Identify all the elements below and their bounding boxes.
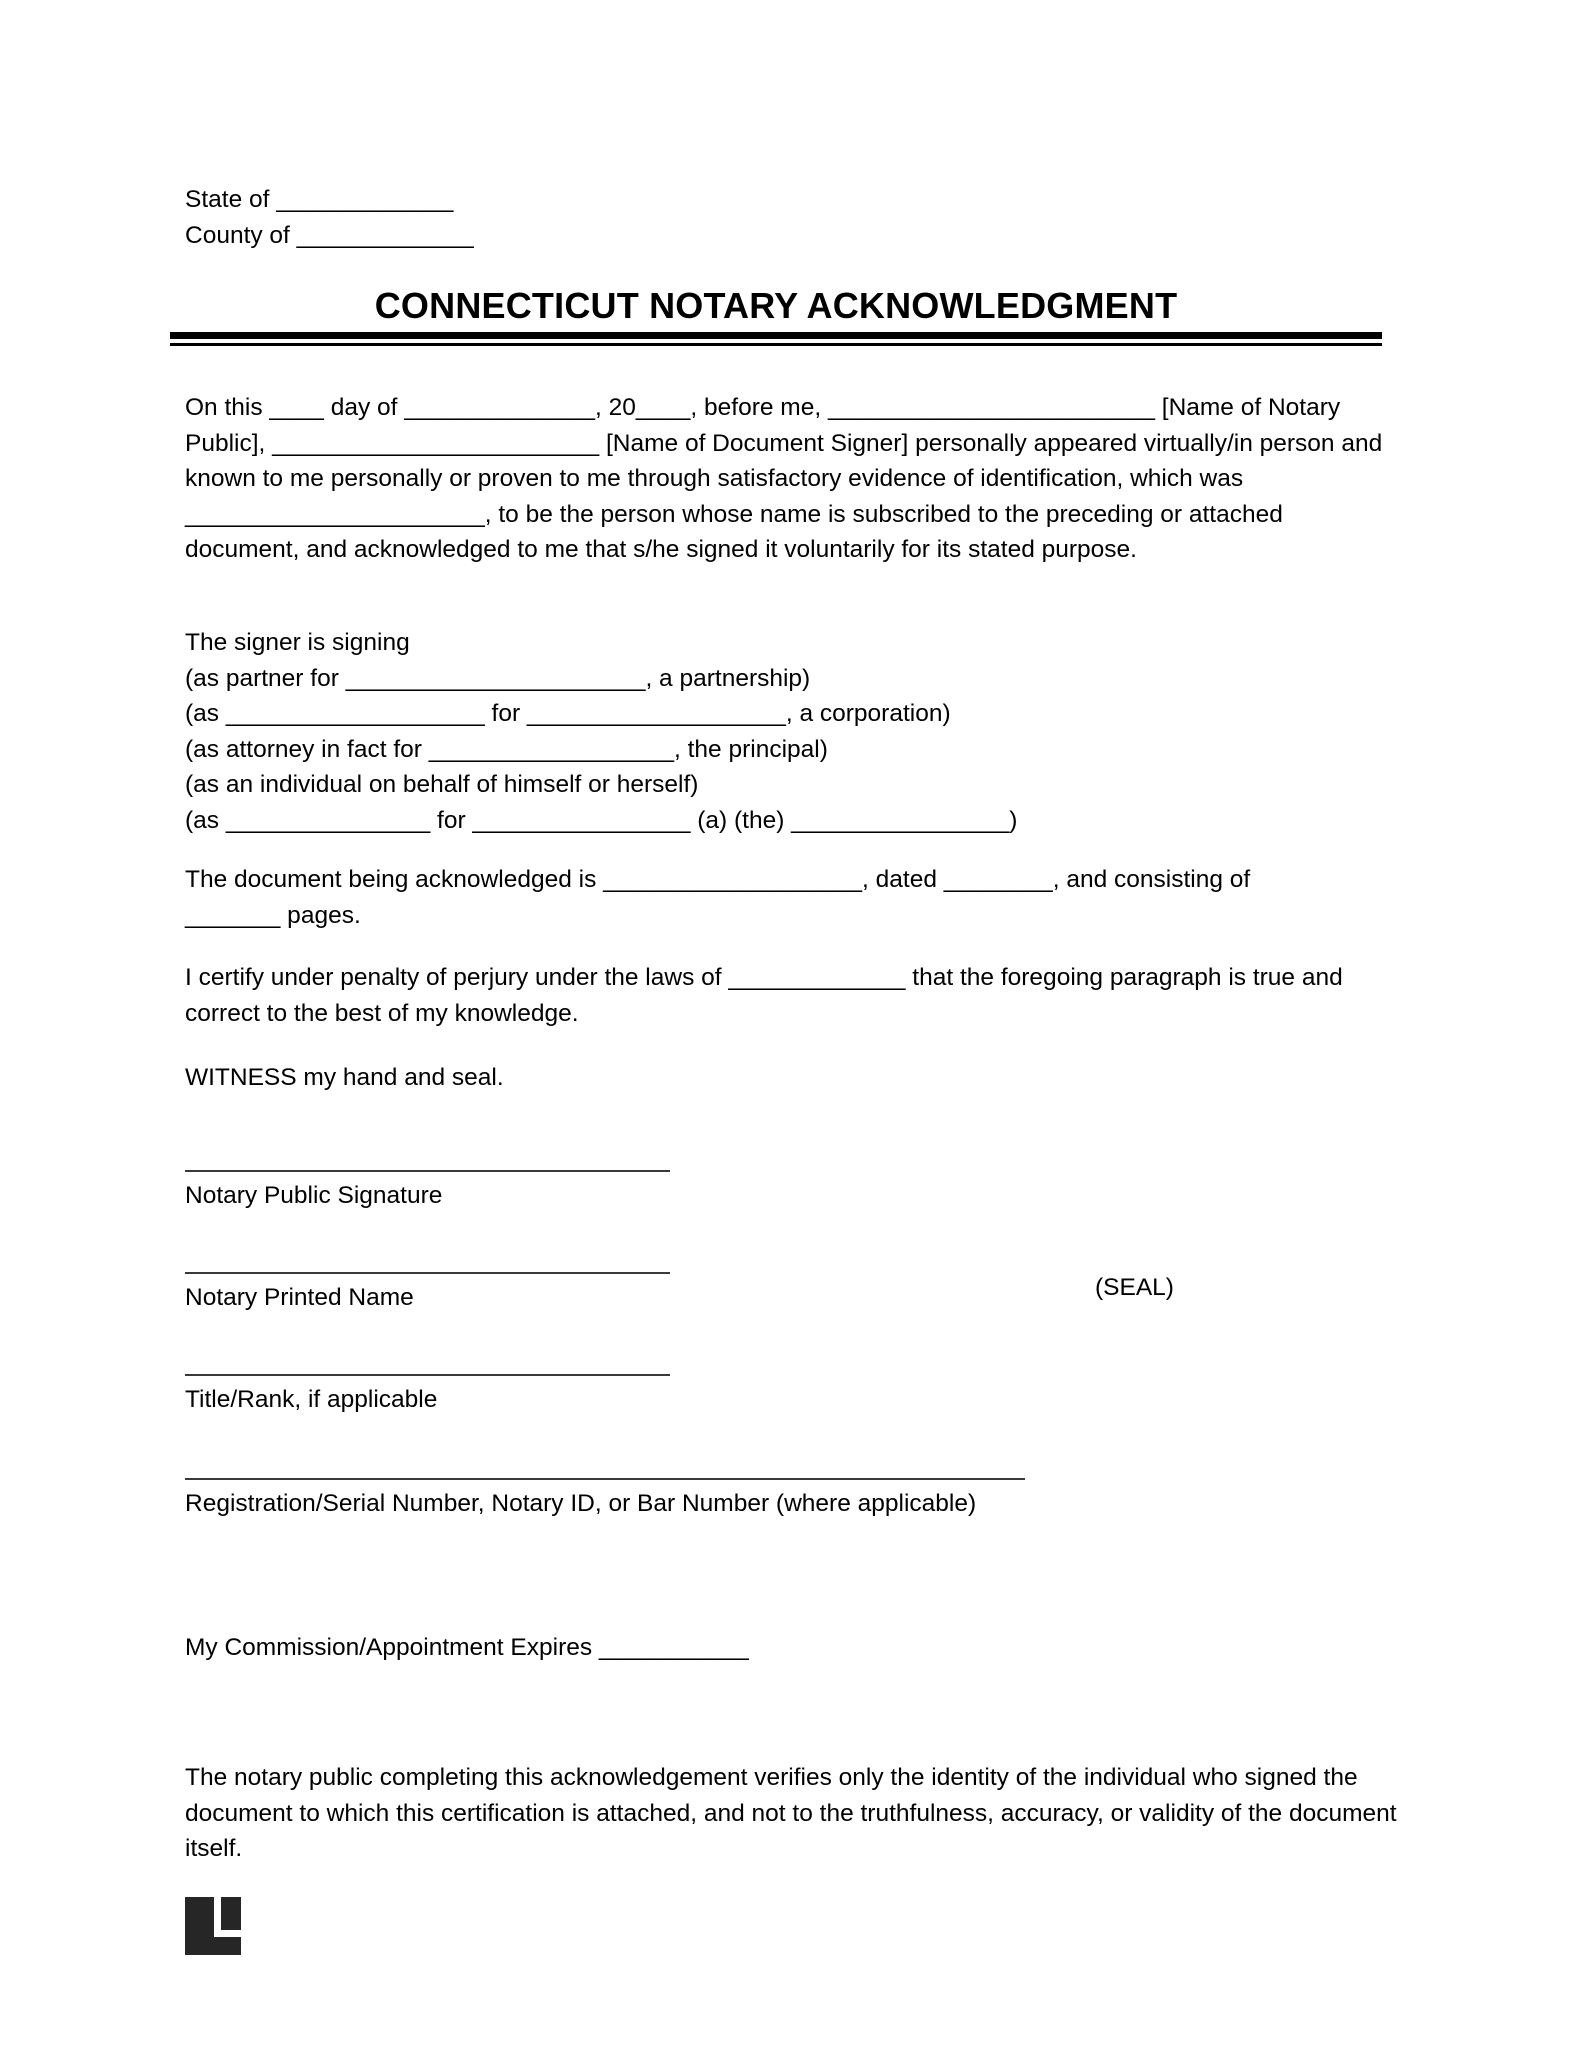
signer-option-corporation: (as ___________________ for ___________________, a corporation) <box>185 700 951 727</box>
signer-option-individual: (as an individual on behalf of himself or herself) <box>185 771 699 798</box>
notary-signature-field <box>185 1170 670 1214</box>
logo-inner-block <box>221 1897 241 1930</box>
document-acknowledged-block <box>185 862 1395 933</box>
title-rule-thick <box>170 332 1382 339</box>
witness-line: WITNESS my hand and seal. <box>185 1064 504 1091</box>
notary-printed-name-field <box>185 1272 670 1316</box>
notary-printed-name-label: Notary Printed Name <box>185 1284 414 1311</box>
page-title: CONNECTICUT NOTARY ACKNOWLEDGMENT <box>374 285 1178 326</box>
disclaimer-paragraph: The notary public completing this acknowledgement verifies only the identity of the individual who signed the document to which this certification is attached, and not to the truthfulness, accuracy, or validity of the document itself. <box>185 1764 1397 1862</box>
certify-paragraph: I certify under penalty of perjury under the laws of _____________ that the foregoing paragraph is true and correct to the best of my knowledge. <box>185 964 1343 1027</box>
signer-option-attorney-in-fact: (as attorney in fact for __________________, the principal) <box>185 735 828 763</box>
signer-option-other: (as _______________ for ________________ (a) (the) ________________) <box>185 806 1018 834</box>
document-acknowledged-line-2: _______ pages. <box>185 901 361 929</box>
seal-marker: (SEAL) <box>1095 1274 1174 1301</box>
signer-signing-block <box>185 625 1285 838</box>
title-rank-field <box>185 1374 670 1418</box>
acknowledgment-paragraph: On this ____ day of ______________, 20____, before me, ________________________ [Name of Notary Public], ________________________ [Name of Document Signer] personally appeared virtually/in person and known to me personally or proven to me through satisfactory evidence of identification, which was ______________________, to be the person whose name is subscribed to the preceding or attached document, and acknowledged to me that s/he signed it voluntarily for its stated purpose. <box>185 394 1383 563</box>
registration-number-field <box>185 1478 1025 1522</box>
document-acknowledged-line-1: The document being acknowledged is ___________________, dated ________, and consisting of <box>185 866 1251 893</box>
state-county-block <box>185 182 985 253</box>
commission-expires-line: My Commission/Appointment Expires ___________ <box>185 1634 749 1661</box>
state-line: State of _____________ <box>185 186 454 213</box>
registration-number-label: Registration/Serial Number, Notary ID, or Bar Number (where applicable) <box>185 1490 977 1517</box>
notary-signature-label: Notary Public Signature <box>185 1182 443 1209</box>
logo-notch-horizontal <box>214 1930 241 1937</box>
title-rule-thin <box>170 343 1382 346</box>
title-rank-label: Title/Rank, if applicable <box>185 1386 438 1413</box>
county-line: County of _____________ <box>185 221 474 249</box>
legal-templates-logo-icon <box>185 1897 241 1955</box>
title-block <box>170 285 1382 346</box>
signer-intro: The signer is signing <box>185 629 410 656</box>
signer-option-partnership: (as partner for ______________________, a partnership) <box>185 664 811 692</box>
